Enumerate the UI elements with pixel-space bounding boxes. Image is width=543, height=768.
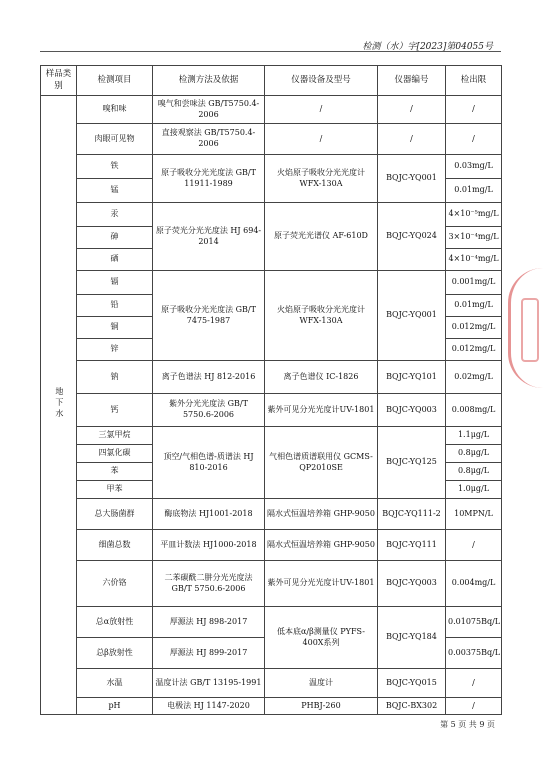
detection-limit-cell: /	[446, 698, 502, 715]
header-method: 检测方法及依据	[153, 66, 265, 96]
instrument-no-cell: BQJC-BX302	[378, 698, 446, 715]
test-methods-table	[40, 65, 502, 715]
method-cell: 原子荧光分光光度法 HJ 694-2014	[153, 203, 265, 271]
instrument-cell: /	[265, 124, 378, 155]
instrument-cell: 离子色谱仪 IC-1826	[265, 361, 378, 394]
table-row	[41, 530, 502, 561]
test-item: 细菌总数	[77, 530, 153, 561]
instrument-cell: 温度计	[265, 669, 378, 698]
table-row	[41, 394, 502, 427]
test-item: 铅	[77, 295, 153, 317]
instrument-cell: 原子荧光光谱仪 AF-610D	[265, 203, 378, 271]
table-row	[41, 361, 502, 394]
method-cell: 厚源法 HJ 898-2017	[153, 607, 265, 638]
test-item: 四氯化碳	[77, 445, 153, 463]
header-instrument-no: 仪器编号	[378, 66, 446, 96]
header-detection-limit: 检出限	[446, 66, 502, 96]
detection-limit-cell: 4×10⁻⁵mg/L	[446, 203, 502, 227]
test-item: 锰	[77, 179, 153, 203]
detection-limit-cell: /	[446, 530, 502, 561]
instrument-no-cell: /	[378, 124, 446, 155]
test-item: 水温	[77, 669, 153, 698]
header-sample-category: 样品类别	[41, 66, 77, 96]
instrument-cell: 紫外可见分光光度计UV-1801	[265, 561, 378, 607]
table-row	[41, 698, 502, 715]
instrument-no-cell: BQJC-YQ111	[378, 530, 446, 561]
detection-limit-cell: 0.004mg/L	[446, 561, 502, 607]
instrument-no-cell: BQJC-YQ015	[378, 669, 446, 698]
instrument-cell: /	[265, 96, 378, 124]
table-row	[41, 499, 502, 530]
method-cell: 原子吸收分光光度法 GB/T 7475-1987	[153, 271, 265, 361]
test-item: 肉眼可见物	[77, 124, 153, 155]
instrument-no-cell: /	[378, 96, 446, 124]
report-number: 检测（水）字[2023]第04055号	[362, 42, 493, 52]
detection-limit-cell: 0.001mg/L	[446, 271, 502, 295]
detection-limit-cell: 1.0μg/L	[446, 481, 502, 499]
test-item: 总α放射性	[77, 607, 153, 638]
seal-mark	[521, 298, 539, 362]
instrument-no-cell: BQJC-YQ101	[378, 361, 446, 394]
table-row	[41, 96, 502, 124]
instrument-cell: 气相色谱质谱联用仪 GCMS-QP2010SE	[265, 427, 378, 499]
test-item: 硒	[77, 249, 153, 271]
instrument-cell: 隔水式恒温培养箱 GHP-9050	[265, 499, 378, 530]
detection-limit-cell: 0.008mg/L	[446, 394, 502, 427]
test-item: 钠	[77, 361, 153, 394]
red-seal-stamp	[508, 268, 543, 388]
detection-limit-cell: 0.02mg/L	[446, 361, 502, 394]
detection-limit-cell: 0.00375Bq/L	[446, 638, 502, 669]
detection-limit-cell: /	[446, 124, 502, 155]
method-cell: 离子色谱法 HJ 812-2016	[153, 361, 265, 394]
instrument-cell: 火焰原子吸收分光光度计WFX-130A	[265, 155, 378, 203]
test-item: 苯	[77, 463, 153, 481]
header-test-item: 检测项目	[77, 66, 153, 96]
table-header-row	[41, 66, 502, 96]
table-row	[41, 607, 502, 638]
test-item: 六价铬	[77, 561, 153, 607]
method-cell: 平皿计数法 HJ1000-2018	[153, 530, 265, 561]
detection-limit-cell: /	[446, 669, 502, 698]
header-divider	[40, 51, 501, 52]
test-item: 嗅和味	[77, 96, 153, 124]
test-item: 甲苯	[77, 481, 153, 499]
test-item: pH	[77, 698, 153, 715]
instrument-no-cell: BQJC-YQ024	[378, 203, 446, 271]
page-number: 第 5 页 共 9 页	[440, 720, 495, 729]
detection-limit-cell: 10MPN/L	[446, 499, 502, 530]
instrument-cell: 火焰原子吸收分光光度计WFX-130A	[265, 271, 378, 361]
test-item: 镉	[77, 271, 153, 295]
instrument-cell: PHBJ-260	[265, 698, 378, 715]
detection-limit-cell: 1.1μg/L	[446, 427, 502, 445]
table-row	[41, 561, 502, 607]
table-row	[41, 271, 502, 295]
test-item: 锌	[77, 339, 153, 361]
detection-limit-cell: 4×10⁻⁴mg/L	[446, 249, 502, 271]
table-row	[41, 155, 502, 179]
test-item: 汞	[77, 203, 153, 227]
table-row	[41, 203, 502, 227]
instrument-no-cell: BQJC-YQ111-2	[378, 499, 446, 530]
test-item: 铜	[77, 317, 153, 339]
method-cell: 电极法 HJ 1147-2020	[153, 698, 265, 715]
test-item: 铁	[77, 155, 153, 179]
detection-limit-cell: 0.8μg/L	[446, 445, 502, 463]
instrument-no-cell: BQJC-YQ001	[378, 271, 446, 361]
sample-category-cell	[41, 96, 77, 715]
detection-limit-cell: 3×10⁻⁴mg/L	[446, 227, 502, 249]
sample-category: 地下水	[54, 386, 64, 420]
test-item: 总β放射性	[77, 638, 153, 669]
table-row	[41, 427, 502, 445]
method-cell: 酶底物法 HJ1001-2018	[153, 499, 265, 530]
instrument-no-cell: BQJC-YQ001	[378, 155, 446, 203]
instrument-cell: 隔水式恒温培养箱 GHP-9050	[265, 530, 378, 561]
test-item: 钙	[77, 394, 153, 427]
instrument-cell: 低本底α/β测量仪 PYFS-400X系列	[265, 607, 378, 669]
method-cell: 直接观察法 GB/T5750.4-2006	[153, 124, 265, 155]
instrument-no-cell: BQJC-YQ003	[378, 561, 446, 607]
detection-limit-cell: 0.012mg/L	[446, 339, 502, 361]
instrument-no-cell: BQJC-YQ184	[378, 607, 446, 669]
table-row	[41, 124, 502, 155]
detection-limit-cell: /	[446, 96, 502, 124]
test-item: 砷	[77, 227, 153, 249]
method-cell: 紫外分光光度法 GB/T 5750.6-2006	[153, 394, 265, 427]
detection-limit-cell: 0.01mg/L	[446, 179, 502, 203]
detection-limit-cell: 0.8μg/L	[446, 463, 502, 481]
test-item: 三氯甲烷	[77, 427, 153, 445]
instrument-cell: 紫外可见分光光度计UV-1801	[265, 394, 378, 427]
method-cell: 嗅气和尝味法 GB/T5750.4-2006	[153, 96, 265, 124]
method-cell: 二苯碳酰二肼分光光度法 GB/T 5750.6-2006	[153, 561, 265, 607]
method-cell: 原子吸收分光光度法 GB/T 11911-1989	[153, 155, 265, 203]
detection-limit-cell: 0.012mg/L	[446, 317, 502, 339]
method-cell: 顶空/气相色谱-质谱法 HJ 810-2016	[153, 427, 265, 499]
table-row	[41, 669, 502, 698]
detection-limit-cell: 0.03mg/L	[446, 155, 502, 179]
method-cell: 温度计法 GB/T 13195-1991	[153, 669, 265, 698]
instrument-no-cell: BQJC-YQ125	[378, 427, 446, 499]
method-cell: 厚源法 HJ 899-2017	[153, 638, 265, 669]
instrument-no-cell: BQJC-YQ003	[378, 394, 446, 427]
detection-limit-cell: 0.01mg/L	[446, 295, 502, 317]
test-item: 总大肠菌群	[77, 499, 153, 530]
detection-limit-cell: 0.01075Bq/L	[446, 607, 502, 638]
header-instrument: 仪器设备及型号	[265, 66, 378, 96]
